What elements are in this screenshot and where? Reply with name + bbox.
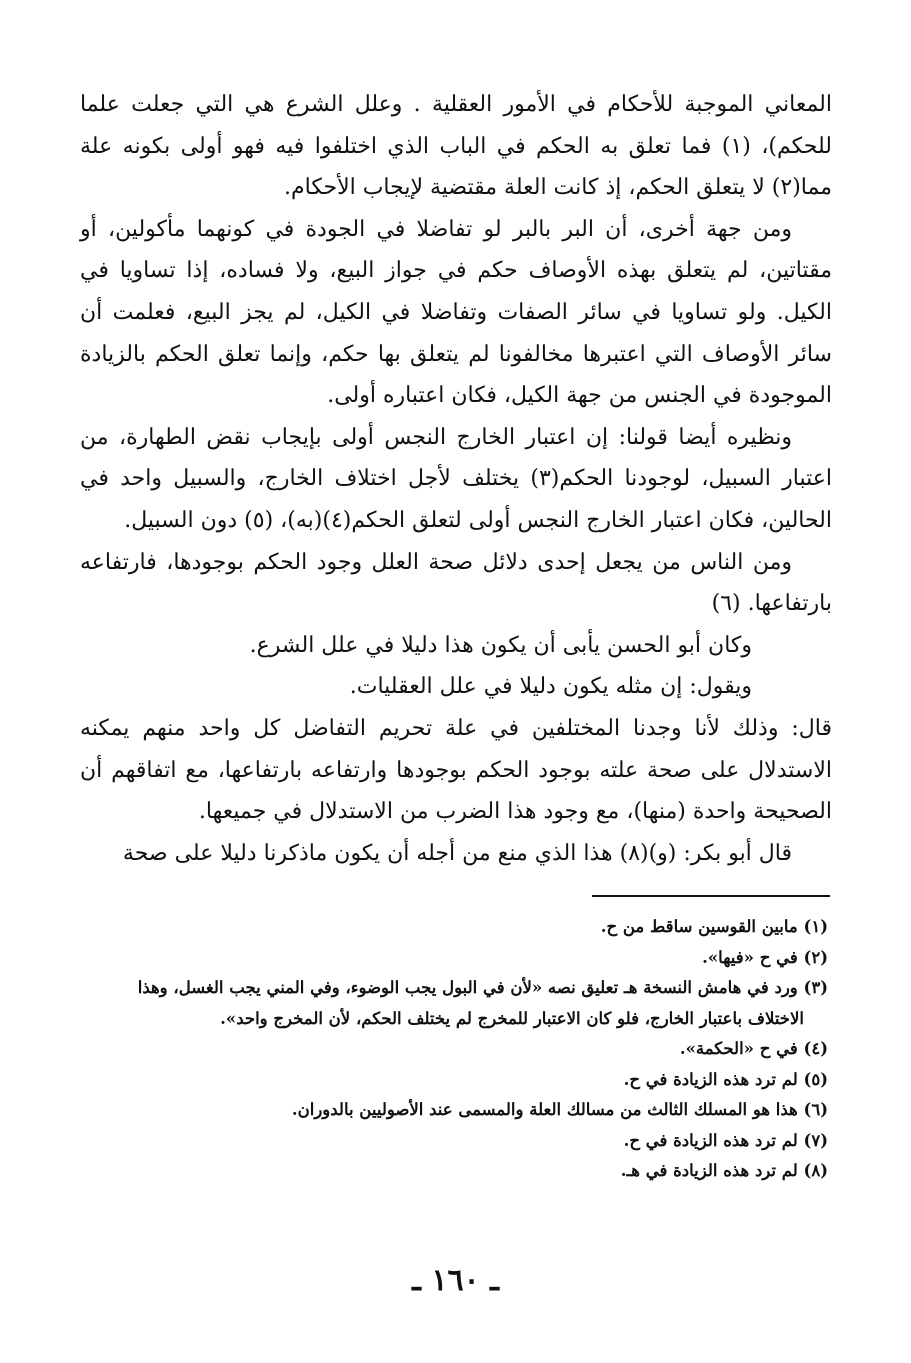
paragraph: المعاني الموجبة للأحكام في الأمور العقلية . وعلل الشرع هي التي جعلت علما للحكم)، (١) فما تعلق به الحكم في الباب الذي اختلفوا فيه فهو أولى بكونه علة مما(٢) لا يتعلق الحكم، إذ كانت العلة مقتضية لإيجاب الأحكام.: [80, 92, 832, 201]
footnote-divider: [592, 895, 830, 897]
footnote: (١) مابين القوسين ساقط من ح.: [600, 917, 828, 936]
paragraph: ويقول: إن مثله يكون دليلا في علل العقليات.: [349, 674, 752, 700]
footnote: (٢) في ح «فيها».: [702, 947, 828, 967]
paragraph: ونظيره أيضا قولنا: إن اعتبار الخارج النجس أولى بإيجاب نقض الطهارة، من اعتبار السبيل، لوجودنا الحكم(٣) يختلف لأجل اختلاف الخارج، والسبيل واحد في الحالين، فكان اعتبار الخارج النجس أولى لتعلق الحكم(٤)(به)، (٥) دون السبيل.: [80, 424, 832, 533]
footnotes: [80, 912, 828, 1187]
paragraph: وكان أبو الحسن يأبى أن يكون هذا دليلا في علل الشرع.: [249, 632, 752, 658]
page-number: ـ ١٦٠ ـ: [412, 1263, 499, 1298]
main-text: [80, 84, 832, 874]
paragraph: ومن جهة أخرى، أن البر بالبر لو تفاضلا في الجودة في كونهما مأكولين، أو مقتاتين، لم يتعلق بهذه الأوصاف حكم في جواز البيع، ولا فساده، إذا تساويا في الكيل. ولو تساويا في سائر الصفات وتفاضلا في الكيل، لم يجز البيع، فعلمت أن سائر الأوصاف التي اعتبرها مخالفونا لم يتعلق بها حكم، وإنما تعلق الحكم بالزيادة الموجودة في الجنس من جهة الكيل، فكان اعتباره أولى.: [80, 216, 832, 409]
footnote: (٤) في ح «الحكمة».: [679, 1039, 828, 1058]
footnote-continuation: الاختلاف باعتبار الخارج، فلو كان الاعتبار للمخرج لم يختلف الحكم، لأن المخرج واحد».: [220, 1008, 804, 1028]
paragraph: ومن الناس من يجعل إحدى دلائل صحة العلل وجود الحكم بوجودها، فارتفاعه بارتفاعها. (٦): [80, 549, 832, 617]
footnote: (٣) ورد في هامش النسخة هـ تعليق نصه «لأن في البول يجب الوضوء، وفي المني يجب الغسل، وهذا: [137, 978, 828, 997]
footnote: (٧) لم ترد هذه الزيادة في ح.: [623, 1130, 828, 1150]
paragraph: قال أبو بكر: (و)(٨) هذا الذي منع من أجله أن يكون ماذكرنا دليلا على صحة: [122, 840, 792, 866]
footnote: (٨) لم ترد هذه الزيادة في هـ.: [620, 1161, 828, 1180]
footnote: (٥) لم ترد هذه الزيادة في ح.: [623, 1069, 828, 1089]
footnote: (٦) هذا هو المسلك الثالث من مسالك العلة والمسمى عند الأصوليين بالدوران.: [291, 1100, 828, 1119]
paragraph: قال: وذلك لأنا وجدنا المختلفين في علة تحريم التفاضل كل واحد منهم يمكنه الاستدلال على صحة علته بوجود الحكم بوجودها وارتفاعه بارتفاعها، مع اتفاقهم أن الصحيحة واحدة (منها)، مع وجود هذا الضرب من الاستدلال في جميعها.: [80, 715, 832, 825]
